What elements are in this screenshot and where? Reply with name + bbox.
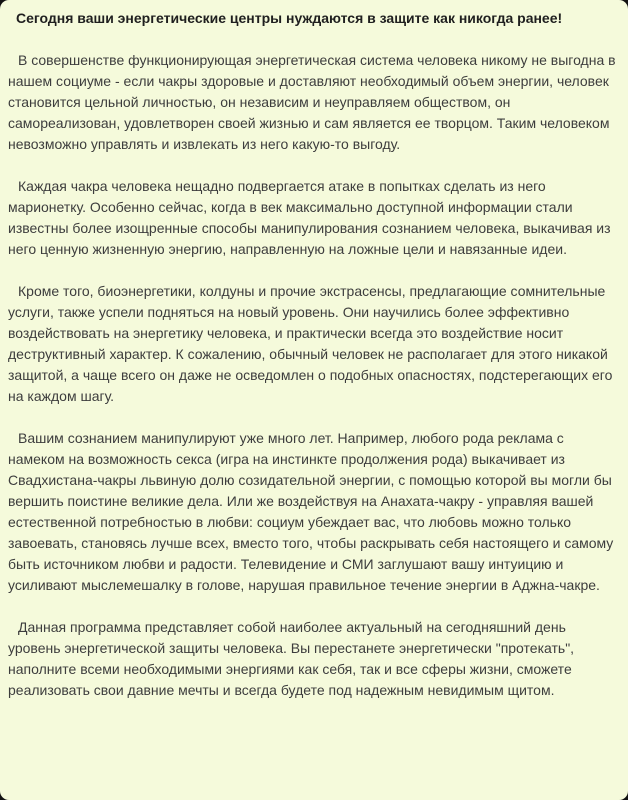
paragraph-5: Данная программа представляет собой наиболее актуальный на сегодняшний день уровень энергетической защиты человека. Вы перестанете энергетически "протекать", наполните всеми необходимыми энергиями как себя, так и все сферы жизни, сможете реализовать свои давние мечты и всегда будете под надежным невидимым щитом. <box>8 619 575 698</box>
paragraph-4: Вашим сознанием манипулируют уже много лет. Например, любого рода реклама с намеком на возможность секса (игра на инстинкте продолжения рода) выкачивает из Свадхистана-чакры львиную долю созидательной энергии, с помощью которой вы могли бы вершить поистине великие дела. Или же воздействуя на Анахата-чакру - управляя вашей естественной потребностью в любви: социум убеждает вас, что любовь можно только завоевать, становясь лучше всех, вместо того, чтобы раскрывать себя настоящего и самому быть источником любви и радости. Телевидение и СМИ заглушают вашу интуицию и усиливают мыслемешалку в голове, нарушая правильное течение энергии в Аджна-чакре. <box>8 430 614 593</box>
page-title: Сегодня ваши энергетические центры нуждаются в защите как никогда ранее! <box>16 10 563 26</box>
paragraph-3: Кроме того, биоэнергетики, колдуны и прочие экстрасенсы, предлагающие сомнительные услуги, также успели подняться на новый уровень. Они научились более эффективно воздействовать на энергетику человека, и практически всегда это воздействие носит деструктивный характер. К сожалению, обычный человек не располагает для этого никакой защитой, а чаще всего он даже не осведомлен о подобных опасностях, подстерегающих его на каждом шагу. <box>8 283 613 404</box>
paragraph-1: В совершенстве функционирующая энергетическая система человека никому не выгодна в нашем социуме - если чакры здоровые и доставляют необходимый объем энергии, человек становится цельной личностью, он независим и неуправляем обществом, он самореализован, удовлетворен своей жизнью и сам является ее творцом. Таким человеком невозможно управлять и извлекать из него какую-то выгоду. <box>8 52 616 152</box>
paragraph-2: Каждая чакра человека нещадно подвергается атаке в попытках сделать из него марионетку. Особенно сейчас, когда в век максимально доступной информации стали известны более изощренные способы манипулирования сознанием человека, выкачивая из него ценную жизненную энергию, направленную на ложные цели и навязанные идеи. <box>8 178 611 257</box>
